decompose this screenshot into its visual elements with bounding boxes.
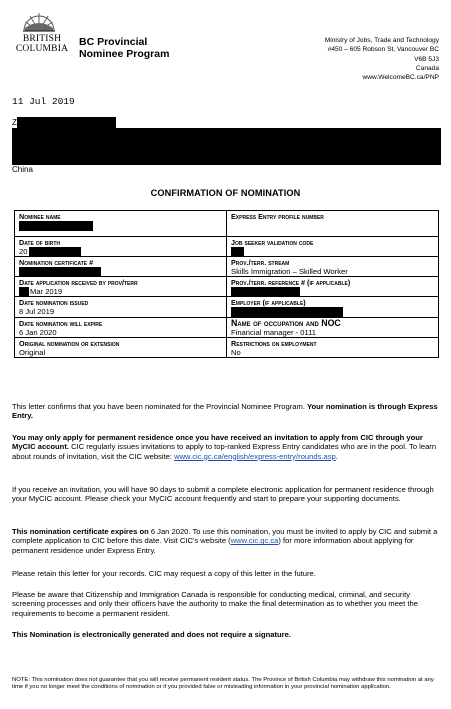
paragraph-7: This Nomination is electronically generated and does not require a signature. — [12, 630, 291, 639]
job-seeker-label: Job seeker validation code — [231, 238, 314, 247]
program-line1: BC Provincial — [79, 36, 148, 48]
expire-label: Date nomination will expire — [19, 319, 103, 328]
paragraph-2: You may only apply for permanent residence once you have received an invitation to apply from CIC through your MyCIC account. CIC regularly issues invitations to apply to top-ranked Express Entry candidates who are in the pool. To learn about rounds of invitation, visit the CIC website: www.cic.gc.ca/english/express-entry/rounds.asp. — [12, 433, 437, 461]
nominee-name-cell — [15, 211, 227, 237]
reference-cell — [227, 277, 439, 297]
stream-cell — [227, 257, 439, 277]
express-entry-label: Express Entry profile number — [231, 212, 324, 221]
footnote: NOTE: This nomination does not guarantee that you will receive permanent resident status. The Province of British Columbia may withdraw this nomination at any time if you no longer meet the conditions of nomination or if you provided false or misleading information in your provincial nomination application. — [12, 677, 434, 691]
redacted-employer — [231, 307, 343, 317]
cert-cell — [15, 257, 227, 277]
paragraph-4: This nomination certificate expires on 6 Jan 2020. To use this nomination, you must be invited to apply by CIC and submit a complete application to CIC before this date. Visit CIC's website (www.cic.gc.ca) for more information about applying for permanent residence under Express Entry. — [12, 527, 438, 555]
original-label: Original nomination or extension — [19, 339, 120, 348]
bc-logo — [12, 10, 68, 60]
date-issued-value: 8 Jul 2019 — [19, 307, 55, 316]
rounds-link[interactable]: www.cic.gc.ca/english/express-entry/rounds.asp — [174, 451, 336, 461]
logo-line2: COLUMBIA — [15, 44, 69, 54]
employer-label: Employer (if applicable) — [231, 298, 306, 307]
date-received-label: Date application received by prov/terr — [19, 278, 138, 287]
table-row — [15, 257, 439, 277]
program-name — [79, 36, 169, 60]
program-line2: Nominee Program — [79, 48, 170, 60]
redacted-date-received — [19, 287, 29, 296]
expire-cell — [15, 318, 227, 338]
restrictions-cell — [227, 338, 439, 358]
dob-cell — [15, 237, 227, 257]
occupation-value: Financial manager - 0111 — [231, 328, 316, 337]
occupation-label: Name of occupation and NOC — [231, 319, 341, 328]
paragraph-6: Please be aware that Citizenship and Immigration Canada is responsible for conducting medical, criminal, and security screening processes and only their officers have the authority to make the final determination as to whether you meet the requirements to become a permanent resident. — [12, 590, 418, 618]
address-country: China — [12, 165, 33, 174]
expire-value: 6 Jan 2020 — [19, 328, 57, 337]
express-entry-cell — [227, 211, 439, 237]
table-row — [15, 211, 439, 237]
redacted-address-block — [12, 128, 441, 165]
paragraph-1: This letter confirms that you have been nominated for the Provincial Nominee Program. Your nomination is through Express Entry. — [12, 402, 438, 421]
address-fragment: Z — [12, 118, 17, 127]
table-row — [15, 338, 439, 358]
nominee-name-label: Nominee name — [19, 212, 61, 221]
original-cell — [15, 338, 227, 358]
date-received-cell — [15, 277, 227, 297]
ministry-website[interactable]: www.WelcomeBC.ca/PNP — [362, 74, 439, 82]
nomination-table — [14, 210, 439, 358]
table-row — [15, 277, 439, 297]
dob-label: Date of birth — [19, 238, 61, 247]
date-received-value: Mar 2019 — [30, 287, 63, 296]
ministry-line1: Ministry of Jobs, Trade and Technology — [324, 37, 439, 44]
job-seeker-cell — [227, 237, 439, 257]
ministry-line4: Canada — [415, 64, 439, 72]
redacted-job-seeker — [231, 247, 244, 256]
paragraph-3: If you receive an invitation, you will have 90 days to submit a complete electronic application for permanent residence through your MyCIC account. Please check your MyCIC account frequently and start to prepare your supporting documents. — [12, 485, 434, 504]
paragraph-5: Please retain this letter for your records. CIC may request a copy of this letter in the future. — [12, 569, 316, 578]
date-issued-cell — [15, 297, 227, 318]
redacted-dob — [29, 247, 81, 256]
occupation-cell — [227, 318, 439, 338]
stream-value: Skills Immigration – Skilled Worker — [231, 267, 348, 276]
restrictions-label: Restrictions on employment — [231, 339, 317, 348]
logo-line1: BRITISH — [22, 34, 62, 44]
stream-label: Prov./terr. stream — [231, 258, 290, 267]
ministry-address — [325, 36, 439, 82]
date-issued-label: Date nomination issued — [19, 298, 89, 307]
dob-value: 20 — [19, 247, 28, 256]
document-title: CONFIRMATION OF NOMINATION — [150, 188, 301, 198]
restrictions-value: No — [231, 348, 241, 357]
redacted-reference — [231, 287, 300, 296]
employer-cell — [227, 297, 439, 318]
table-row — [15, 297, 439, 318]
table-row — [15, 237, 439, 257]
cic-link[interactable]: www.cic.gc.ca — [230, 536, 279, 546]
redacted-cert — [19, 267, 101, 276]
letter-date: 11 Jul 2019 — [12, 96, 75, 107]
bc-sun-logo-icon — [22, 10, 56, 32]
ministry-line2: #450 – 605 Robson St, Vancouver BC — [327, 46, 439, 54]
ministry-line3: V6B 5J3 — [414, 55, 439, 63]
table-row — [15, 318, 439, 338]
redacted-nominee-name — [19, 221, 93, 231]
original-value: Original — [19, 348, 46, 357]
reference-label: Prov./terr. reference # (if applicable) — [231, 278, 351, 287]
cert-label: Nomination certificate # — [19, 258, 94, 267]
